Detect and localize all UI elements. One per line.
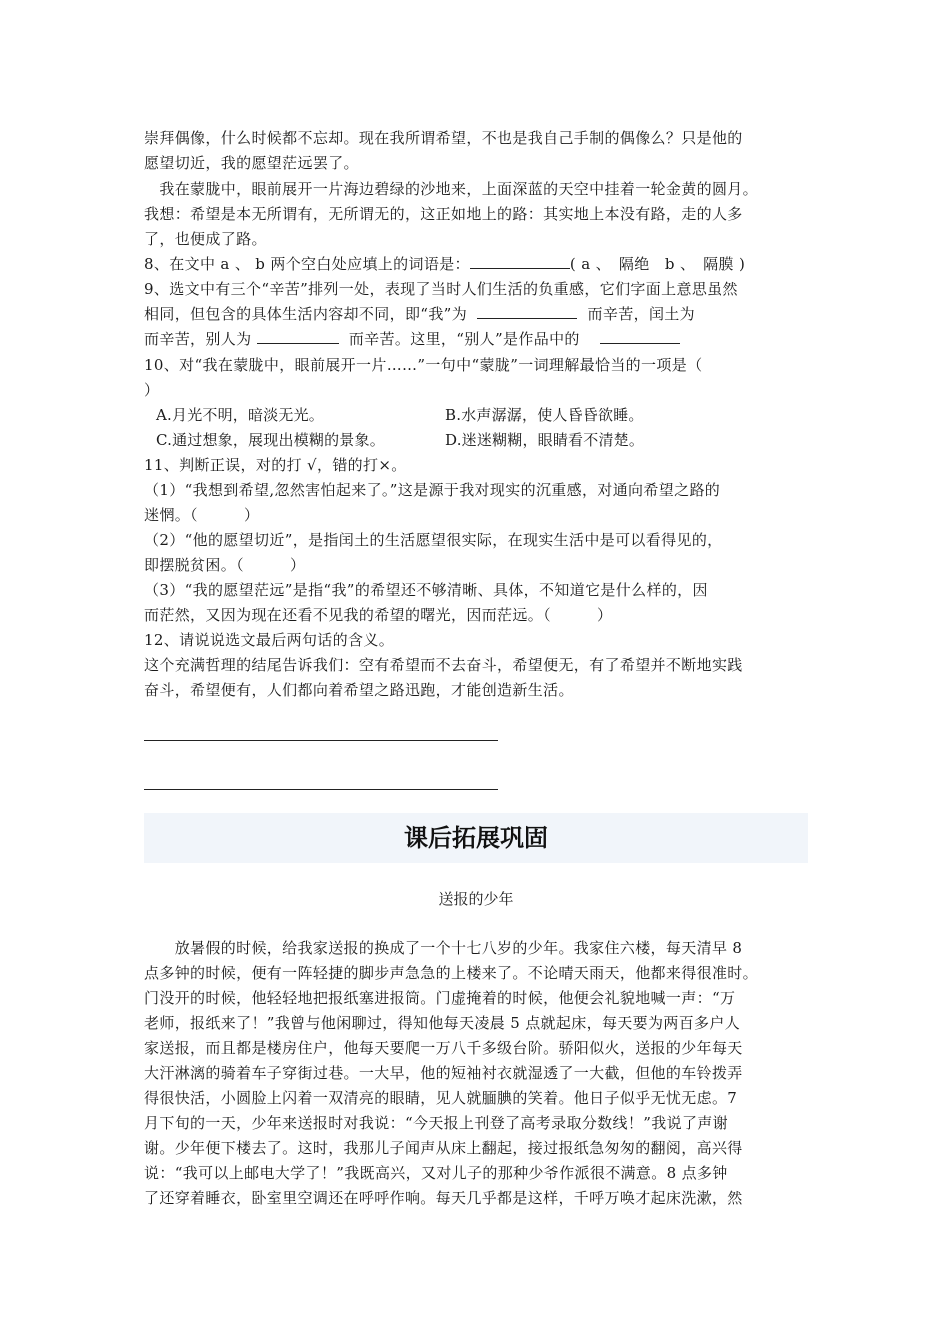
option-d[interactable]: D.迷迷糊糊，眼睛看不清楚。 <box>445 431 645 449</box>
story-line: 说：“我可以上邮电大学了！”我既高兴，又对儿子的那种少爷作派很不满意。8 点多钟 <box>144 1164 728 1182</box>
question-9-text: 而辛苦，别人为 <box>144 330 252 348</box>
question-10-line: 10、对“我在蒙胧中，眼前展开一片……”一句中“蒙胧”一词理解最恰当的一项是（ <box>144 356 703 374</box>
question-12-answer: 这个充满哲理的结尾告诉我们：空有希望而不去奋斗，希望便无，有了希望并不断地实践 <box>144 656 743 674</box>
question-8-options: ( a 、 隔绝 b 、 隔膜 ) <box>569 255 746 273</box>
story-line: 月下旬的一天，少年来送报时对我说：“今天报上刊登了高考录取分数线！”我说了声谢 <box>144 1114 728 1132</box>
story-line: 放暑假的时候，给我家送报的换成了一个十七八岁的少年。我家住六楼，每天清早 8 <box>144 939 743 957</box>
answer-blank[interactable] <box>477 304 577 319</box>
passage-line: 愿望切近，我的愿望茫远罢了。 <box>144 154 359 172</box>
question-12-answer: 奋斗，希望便有，人们都向着希望之路迅跑，才能创造新生活。 <box>144 681 574 699</box>
passage-line: 我在蒙胧中，眼前展开一片海边碧绿的沙地来，上面深蓝的天空中挂着一轮金黄的圆月。 <box>144 180 759 198</box>
question-9-text: 相同，但包含的具体生活内容却不同，即“我”为 <box>144 305 468 323</box>
story-line: 家送报，而且都是楼房住户，他每天要爬一万八千多级台阶。骄阳似火，送报的少年每天 <box>144 1039 743 1057</box>
answer-blank[interactable] <box>470 254 570 269</box>
statement-1: （1）“我想到希望,忽然害怕起来了。”这是源于我对现实的沉重感，对通向希望之路的 <box>144 481 721 499</box>
story-line: 谢。少年便下楼去了。这时，我那儿子闻声从床上翻起，接过报纸急匆匆的翻阅，高兴得 <box>144 1139 743 1157</box>
statement-3: （3）“我的愿望茫远”是指“我”的希望还不够清晰、具体，不知道它是什么样的，因 <box>144 581 708 599</box>
question-8-prompt: 8、在文中 a 、 b 两个空白处应填上的词语是： <box>144 255 470 273</box>
passage-line: 了，也便成了路。 <box>144 230 267 248</box>
statement-3: 而茫然，又因为现在还看不见我的希望的曙光，因而茫远。（ ） <box>144 606 613 624</box>
passage-line: 崇拜偶像，什么时候都不忘却。现在我所谓希望，不也是我自己手制的偶像么？只是他的 <box>144 129 743 147</box>
section-banner <box>144 813 808 863</box>
question-9-text: 而辛苦，闰土为 <box>587 305 695 323</box>
answer-blank[interactable] <box>257 329 339 344</box>
question-8 <box>144 254 745 274</box>
story-title: 送报的少年 <box>438 890 514 908</box>
answer-line[interactable] <box>144 740 498 741</box>
section-title: 课后拓展巩固 <box>404 824 548 852</box>
question-9-line <box>144 329 680 349</box>
statement-2: 即摆脱贫困。（ ） <box>144 556 306 574</box>
question-10-line: ） <box>144 381 160 399</box>
story-line: 门没开的时候，他轻轻地把报纸塞进报筒。门虚掩着的时候，他便会礼貌地喊一声：“万 <box>144 989 736 1007</box>
passage-line: 我想：希望是本无所谓有，无所谓无的，这正如地上的路：其实地上本没有路，走的人多 <box>144 205 743 223</box>
option-b[interactable]: B.水声潺潺，使人昏昏欲睡。 <box>445 406 644 424</box>
question-9-text: 而辛苦。这里，“别人”是作品中的 <box>348 330 580 348</box>
answer-line[interactable] <box>144 789 498 790</box>
option-a[interactable]: A.月光不明，暗淡无光。 <box>156 406 325 424</box>
story-line: 老师，报纸来了！”我曾与他闲聊过，得知他每天凌晨 5 点就起床，每天要为两百多户人 <box>144 1014 741 1032</box>
story-line: 得很快活，小圆脸上闪着一双清亮的眼睛，见人就腼腆的笑着。他日子似乎无忧无虑。7 <box>144 1089 738 1107</box>
story-line: 了还穿着睡衣，卧室里空调还在呼呼作响。每天几乎都是这样，千呼万唤才起床洗漱，然 <box>144 1189 743 1207</box>
statement-1: 迷惘。（ ） <box>144 506 260 524</box>
question-12-title: 12、请说说选文最后两句话的含义。 <box>144 631 395 649</box>
statement-2: （2）“他的愿望切近”，是指闰土的生活愿望很实际，在现实生活中是可以看得见的， <box>144 531 723 549</box>
question-11-title: 11、判断正误，对的打 √，错的打×。 <box>144 456 407 474</box>
story-line: 大汗淋漓的骑着车子穿街过巷。一大早，他的短袖衬衣就湿透了一大截，但他的车铃拨弄 <box>144 1064 743 1082</box>
answer-blank[interactable] <box>600 329 680 344</box>
question-9-line <box>144 304 695 324</box>
question-9-line: 9、选文中有三个“辛苦”排列一处，表现了当时人们生活的负重感，它们字面上意思虽然 <box>144 280 738 298</box>
story-line: 点多钟的时候，便有一阵轻捷的脚步声急急的上楼来了。不论晴天雨天，他都来得很准时。 <box>144 964 759 982</box>
option-c[interactable]: C.通过想象，展现出模糊的景象。 <box>156 431 385 449</box>
